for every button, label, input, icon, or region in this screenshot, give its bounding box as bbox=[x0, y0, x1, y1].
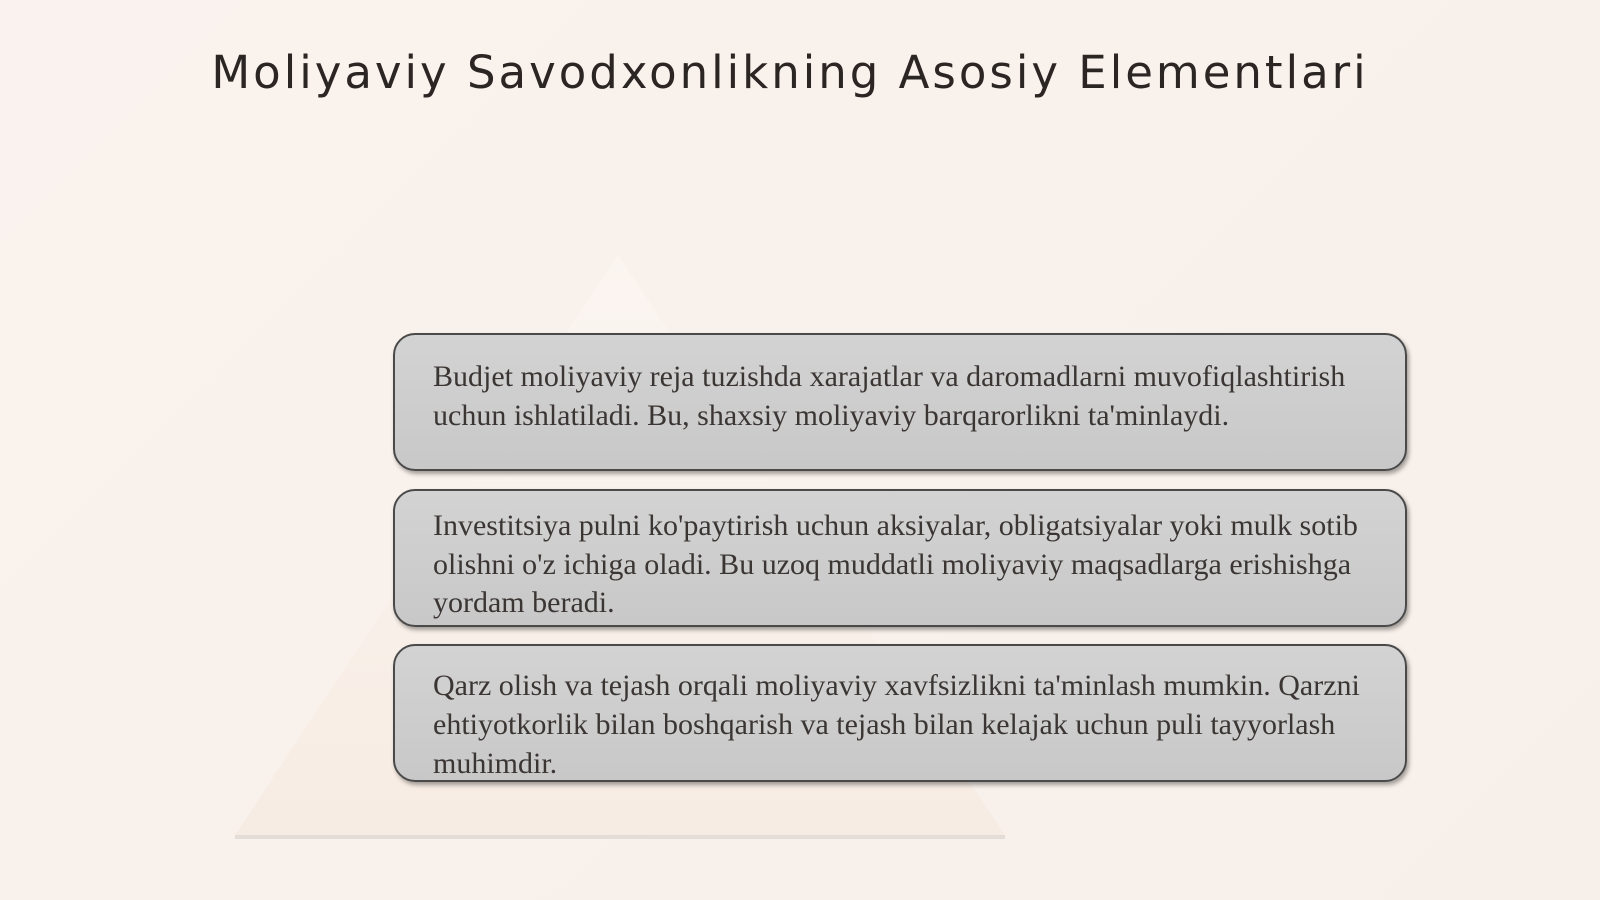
element-card-debt-savings bbox=[393, 644, 1407, 782]
element-card-investment bbox=[393, 489, 1407, 627]
element-card-text: Investitsiya pulni ko'paytirish uchun aksiyalar, obligatsiyalar yoki mulk sotib olishni o'z ichiga oladi. Bu uzoq muddatli moliyaviy maqsadlarga erishishga yordam beradi. bbox=[433, 509, 1358, 619]
element-card-text: Budjet moliyaviy reja tuzishda xarajatlar va daromadlarni muvofiqlashtirish uchun ishlatiladi. Bu, shaxsiy moliyaviy barqarorlikni ta'minlaydi. bbox=[433, 360, 1346, 432]
element-card-text: Qarz olish va tejash orqali moliyaviy xavfsizlikni ta'minlash mumkin. Qarzni ehtiyotkorlik bilan boshqarish va tejash bilan kelajak uchun puli tayyorlash muhimdir. bbox=[433, 669, 1360, 780]
slide-title: Moliyaviy Savodxonlikning Asosiy Elementlari bbox=[211, 46, 1369, 99]
element-card-budget bbox=[393, 333, 1407, 471]
